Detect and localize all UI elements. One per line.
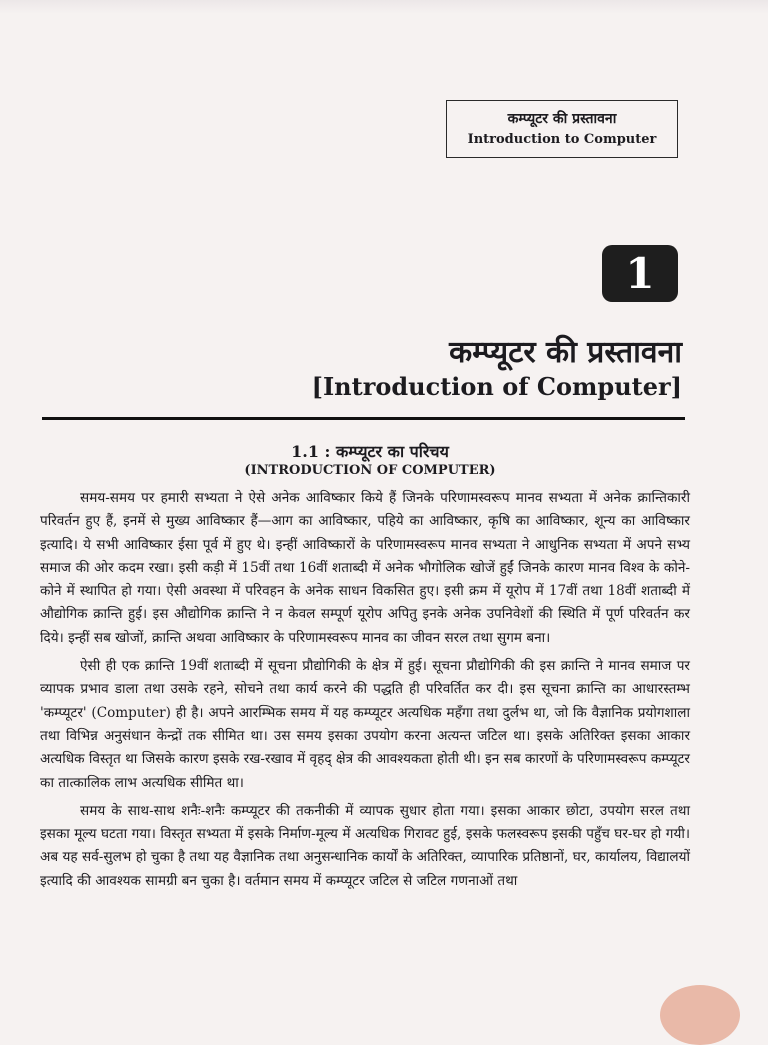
running-header-english: Introduction to Computer xyxy=(467,132,657,147)
page-top-edge xyxy=(0,0,768,14)
chapter-title-english: [Introduction of Computer] xyxy=(311,372,682,401)
paragraph-2: ऐसी ही एक क्रान्ति 19वीं शताब्दी में सूचना प्रौद्योगिकी के क्षेत्र में हुई। सूचना प्रौद्योगिकी की इस क्रान्ति ने मानव समाज पर व्यापक प्रभाव डाला तथा उसके रहने, सोचने तथा कार्य करने की पद्धति ही परिवर्तित कर दी। इस सूचना क्रान्ति का आधारस्तम्भ 'कम्प्यूटर' (Computer) ही है। अपने आरम्भिक समय में यह कम्प्यूटर अत्यधिक महँगा तथा दुर्लभ था, जो कि वैज्ञानिक प्रयोगशाला तथा विभिन्न अनुसंधान केन्द्रों तक सीमित था। उस समय इसका उपयोग करना अत्यन्त जटिल था। इसके अतिरिक्त इसका आकार अत्यधिक विस्तृत था जिसके कारण इसके रख-रखाव में वृहद् क्षेत्र की आवश्यकता होती थी। इन सब कारणों के परिणामस्वरूप कम्प्यूटर का तात्कालिक लाभ अत्यधिक सीमित था। xyxy=(40,658,690,791)
body-text xyxy=(40,487,690,898)
section-subtitle: (INTRODUCTION OF COMPUTER) xyxy=(244,463,496,478)
section-title: 1.1 : कम्प्यूटर का परिचय xyxy=(291,442,449,461)
running-header-box xyxy=(446,100,678,158)
title-divider xyxy=(42,417,685,420)
paragraph-3: समय के साथ-साथ शनैः-शनैः कम्प्यूटर की तकनीकी में व्यापक सुधार होता गया। इसका आकार छोटा, उपयोग सरल तथा इसका मूल्य घटता गया। विस्तृत सभ्यता में इसके निर्माण-मूल्य में अत्यधिक गिरावट हुई, इसके फलस्वरूप इसकी पहुँच घर-घर हो गयी। अब यह सर्व-सुलभ हो चुका है तथा यह वैज्ञानिक तथा अनुसन्धानिक कार्यों के अतिरिक्त, व्यापारिक प्रतिष्ठानों, घर, कार्यालय, विद्यालयों इत्यादि की आवश्यक सामग्री बन चुका है। वर्तमान समय में कम्प्यूटर जटिल से जटिल गणनाओं तथा xyxy=(40,802,690,889)
thumb-photo xyxy=(660,985,740,1045)
chapter-title-hindi: कम्प्यूटर की प्रस्तावना xyxy=(449,335,682,370)
paragraph-1: समय-समय पर हमारी सभ्यता ने ऐसे अनेक आविष्कार किये हैं जिनके परिणामस्वरूप मानव सभ्यता में अनेक क्रान्तिकारी परिवर्तन हुए हैं, इनमें से मुख्य आविष्कार हैं—आग का आविष्कार, पहिये का आविष्कार, कृषि का आविष्कार, शून्य का आविष्कार इत्यादि। ये सभी आविष्कार ईसा पूर्व में हुए थे। इन्हीं आविष्कारों के परिणामस्वरूप मानव सभ्यता ने आधुनिक सभ्यता में अपने सभ्य समाज की ओर कदम रखा। इसी कड़ी में 15वीं तथा 16वीं शताब्दी में अनेक भौगोलिक खोजें हुईं जिनके कारण मानव विश्व के कोने-कोने में स्थापित हो गया। ऐसी अवस्था में परिवहन के अनेक साधन विकसित हुए। इसी क्रम में यूरोप में 17वीं तथा 18वीं शताब्दी में औद्योगिक क्रान्ति हुई। इस औद्योगिक क्रान्ति ने न केवल सम्पूर्ण यूरोप अपितु इनके अनेक उपनिवेशों की स्थिति में पूर्ण परिवर्तन कर दिये। इन्हीं सब खोजों, क्रान्ति अथवा आविष्कार के परिणामस्वरूप मानव का जीवन सरल तथा सुगम बना। xyxy=(40,490,690,646)
chapter-number-badge: 1 xyxy=(602,245,678,302)
running-header-hindi: कम्प्यूटर की प्रस्तावना xyxy=(507,111,617,127)
